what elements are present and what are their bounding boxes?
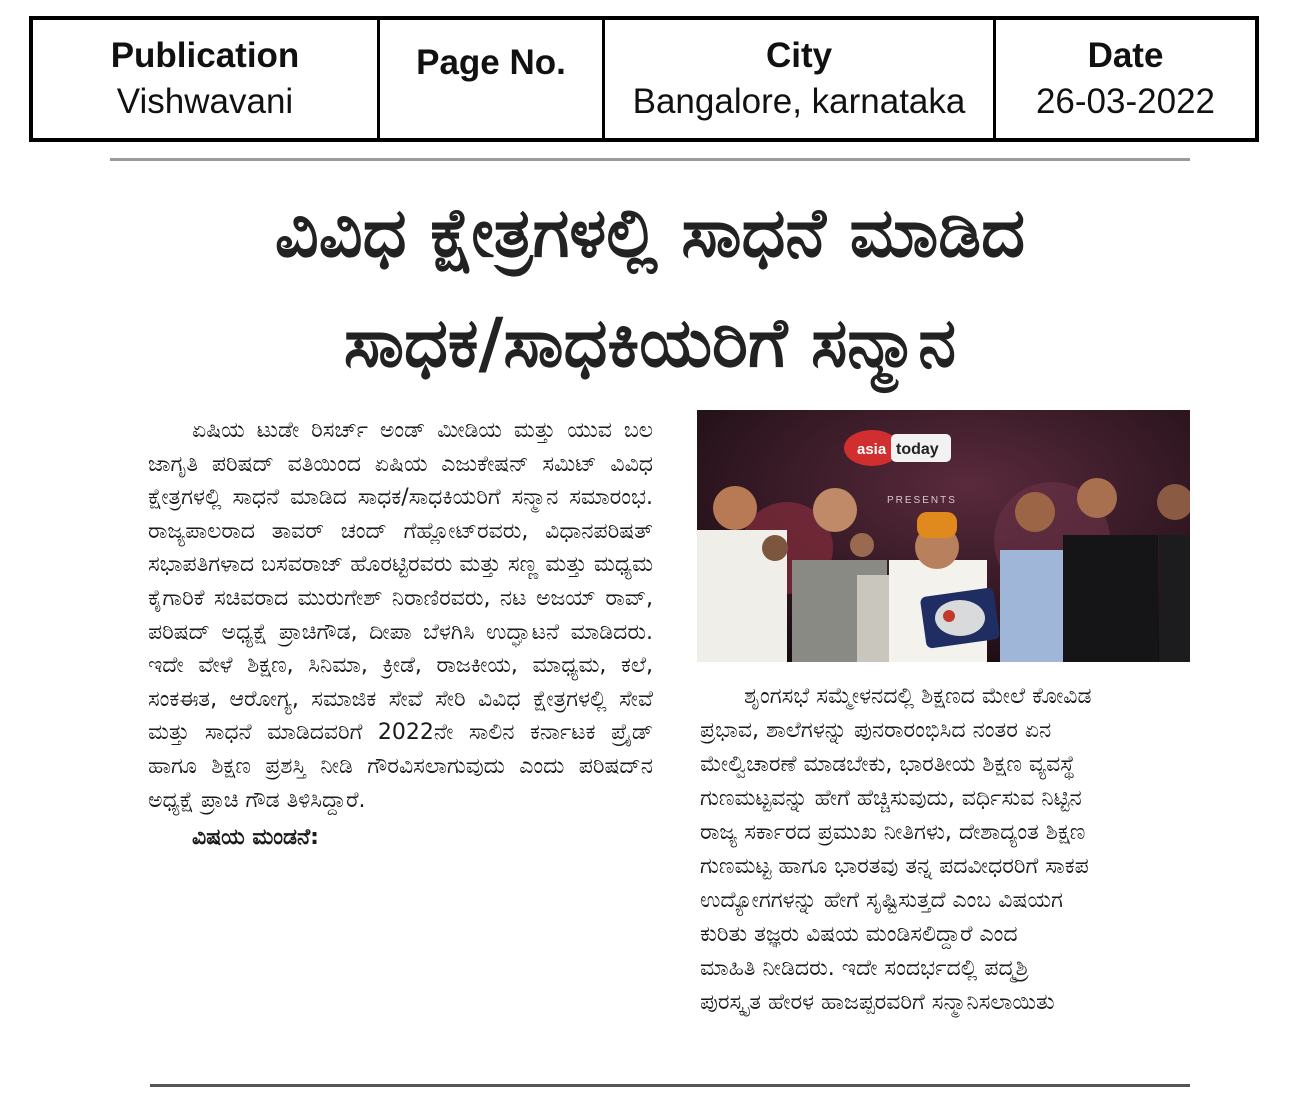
subheading: ವಿಷಯ ಮಂಡನೆ: <box>192 825 319 851</box>
logo-asia: asia <box>857 441 887 458</box>
right-line: ಉದ್ಯೋಗಗಳನ್ನು ಹೇಗೆ ಸೃಷ್ಟಿಸುತ್ತದೆ ಎಂಬ ವಿಷಯಗ <box>700 888 1063 913</box>
right-line: ಶೃಂಗಸಭೆ ಸಮ್ಮೇಳನದಲ್ಲಿ ಶಿಕ್ಷಣದ ಮೇಲೆ ಕೋವಿಡ <box>744 684 1092 709</box>
right-line: ಪ್ರಭಾವ, ಶಾಲೆಗಳನ್ನು ಪುನರಾರಂಭಿಸಿದ ನಂತರ ಏನ <box>700 718 1052 743</box>
logo-today: today <box>896 441 939 458</box>
city-cell <box>605 20 996 138</box>
right-line: ಪುರಸ್ಕೃತ ಹೇರಳ ಹಾಜಪ್ಪರವರಿಗೆ ಸನ್ಮಾನಿಸಲಾಯಿತು <box>700 990 1055 1015</box>
date-cell <box>996 20 1255 138</box>
right-line: ಕುರಿತು ತಜ್ಞರು ವಿಷಯ ಮಂಡಿಸಲಿದ್ದಾರೆ ಎಂದ <box>700 922 1018 947</box>
asia-today-logo <box>844 430 951 466</box>
article-paragraph: ಏಷಿಯ ಟುಡೇ ರಿಸರ್ಚ್ ಅಂಡ್ ಮೀಡಿಯ ಮತ್ತು ಯುವ ಬಲ ಜಾಗೃತಿ ಪರಿಷದ್ ವತಿಯಿಂದ ಏಷಿಯ ಎಜುಕೇಷನ್ ಸಮಿಟ್ ವಿವಿಧ ಕ್ಷೇತ್ರಗಳಲ್ಲಿ ಸಾಧನೆ ಮಾಡಿದ ಸಾಧಕ/ಸಾಧಕಿಯರಿಗೆ ಸನ್ಮಾನ ಸಮಾರಂಭ. ರಾಜ್ಯಪಾಲರಾದ ತಾವರ್ ಚಂದ್ ಗೆಹ್ಲೋಟ್‌ರವರು, ವಿಧಾನಪರಿಷತ್ ಸಭಾಪತಿಗಳಾದ ಬಸವರಾಜ್ ಹೊರಟ್ಟಿರವರು ಮತ್ತು ಸಣ್ಣ ಮತ್ತು ಮಧ್ಯಮ ಕೈಗಾರಿಕೆ ಸಚಿವರಾದ ಮುರುಗೇಶ್ ನಿರಾಣಿರವರು, ನಟ ಅಜಯ್ ರಾವ್, ಪರಿಷದ್ ಅಧ್ಯಕ್ಷೆ ಪ್ರಾಚಿಗೌಡ, ದೀಪಾ ಬೆಳಗಿಸಿ ಉದ್ಘಾಟನೆ ಮಾಡಿದರು. ಇದೇ ವೇಳೆ ಶಿಕ್ಷಣ, ಸಿನಿಮಾ, ಕ್ರೀಡೆ, ರಾಜಕೀಯ, ಮಾಧ್ಯಮ, ಕಲೆ, ಸಂಕಈತ, ಆರೋಗ್ಯ, ಸಮಾಜಿಕ ಸೇವೆ ಸೇರಿ ವಿವಿಧ ಕ್ಷೇತ್ರಗಳಲ್ಲಿ ಸೇವೆ ಮತ್ತು ಸಾಧನೆ ಮಾಡಿದವರಿಗೆ 2022ನೇ ಸಾಲಿನ ಕರ್ನಾಟಕ ಪ್ರೈಡ್ ಹಾಗೂ ಶಿಕ್ಷಣ ಪ್ರಶಸ್ತಿ ನೀಡಿ ಗೌರವಿಸಲಾಗುವುದು ಎಂದು ಪರಿಷದ್‌ನ ಅಧ್ಯಕ್ಷೆ ಪ್ರಾಚಿ ಗೌಡ ತಿಳಿಸಿದ್ದಾರೆ. <box>148 418 653 813</box>
date-value: 26-03-2022 <box>1035 82 1216 121</box>
publication-cell <box>33 20 380 138</box>
top-divider <box>110 158 1190 161</box>
right-line: ಗುಣಮಟ್ಟ ಹಾಗೂ ಭಾರತವು ತನ್ನ ಪದವೀಧರರಿಗೆ ಸಾಕಪ <box>700 854 1089 879</box>
banner-presents: PRESENTS <box>887 495 957 506</box>
publication-label: Publication <box>110 36 300 75</box>
bottom-divider <box>150 1084 1190 1087</box>
date-label: Date <box>1087 36 1164 75</box>
right-line: ಮೇಲ್ವಿಚಾರಣೆ ಮಾಡಬೇಕು, ಭಾರತೀಯ ಶಿಕ್ಷಣ ವ್ಯವಸ್ಥೆ <box>700 752 1075 777</box>
page-no-cell <box>380 20 605 138</box>
right-line: ಗುಣಮಟ್ಟವನ್ನು ಹೇಗೆ ಹೆಚ್ಚಿಸುವುದು, ವರ್ಧಿಸುವ ನಿಟ್ಟಿನ <box>700 786 1082 811</box>
article-left-column <box>148 414 653 855</box>
city-value: Bangalore, karnataka <box>632 82 966 121</box>
headline-line-2: ಸಾಧಕ/ಸಾಧಕಿಯರಿಗೆ ಸನ್ಮಾನ <box>343 304 957 383</box>
publication-value: Vishwavani <box>116 82 294 121</box>
event-photo <box>697 410 1190 662</box>
page-no-label: Page No. <box>416 43 566 82</box>
award-plaque <box>920 587 1001 649</box>
article-right-column <box>700 680 1190 1020</box>
right-line: ಮಾಹಿತಿ ನೀಡಿದರು. ಇದೇ ಸಂದರ್ಭದಲ್ಲಿ ಪದ್ಮಶ್ರಿ <box>700 956 1029 981</box>
event-photo-illustration <box>697 410 1190 662</box>
right-line: ರಾಜ್ಯ ಸರ್ಕಾರದ ಪ್ರಮುಖ ನೀತಿಗಳು, ದೇಶಾದ್ಯಂತ ಶಿಕ್ಷಣ <box>700 820 1086 845</box>
headline-line-1: ವಿವಿಧ ಕ್ಷೇತ್ರಗಳಲ್ಲಿ ಸಾಧನೆ ಮಾಡಿದ <box>274 194 1026 273</box>
metadata-table <box>29 16 1259 142</box>
city-label: City <box>765 36 833 75</box>
